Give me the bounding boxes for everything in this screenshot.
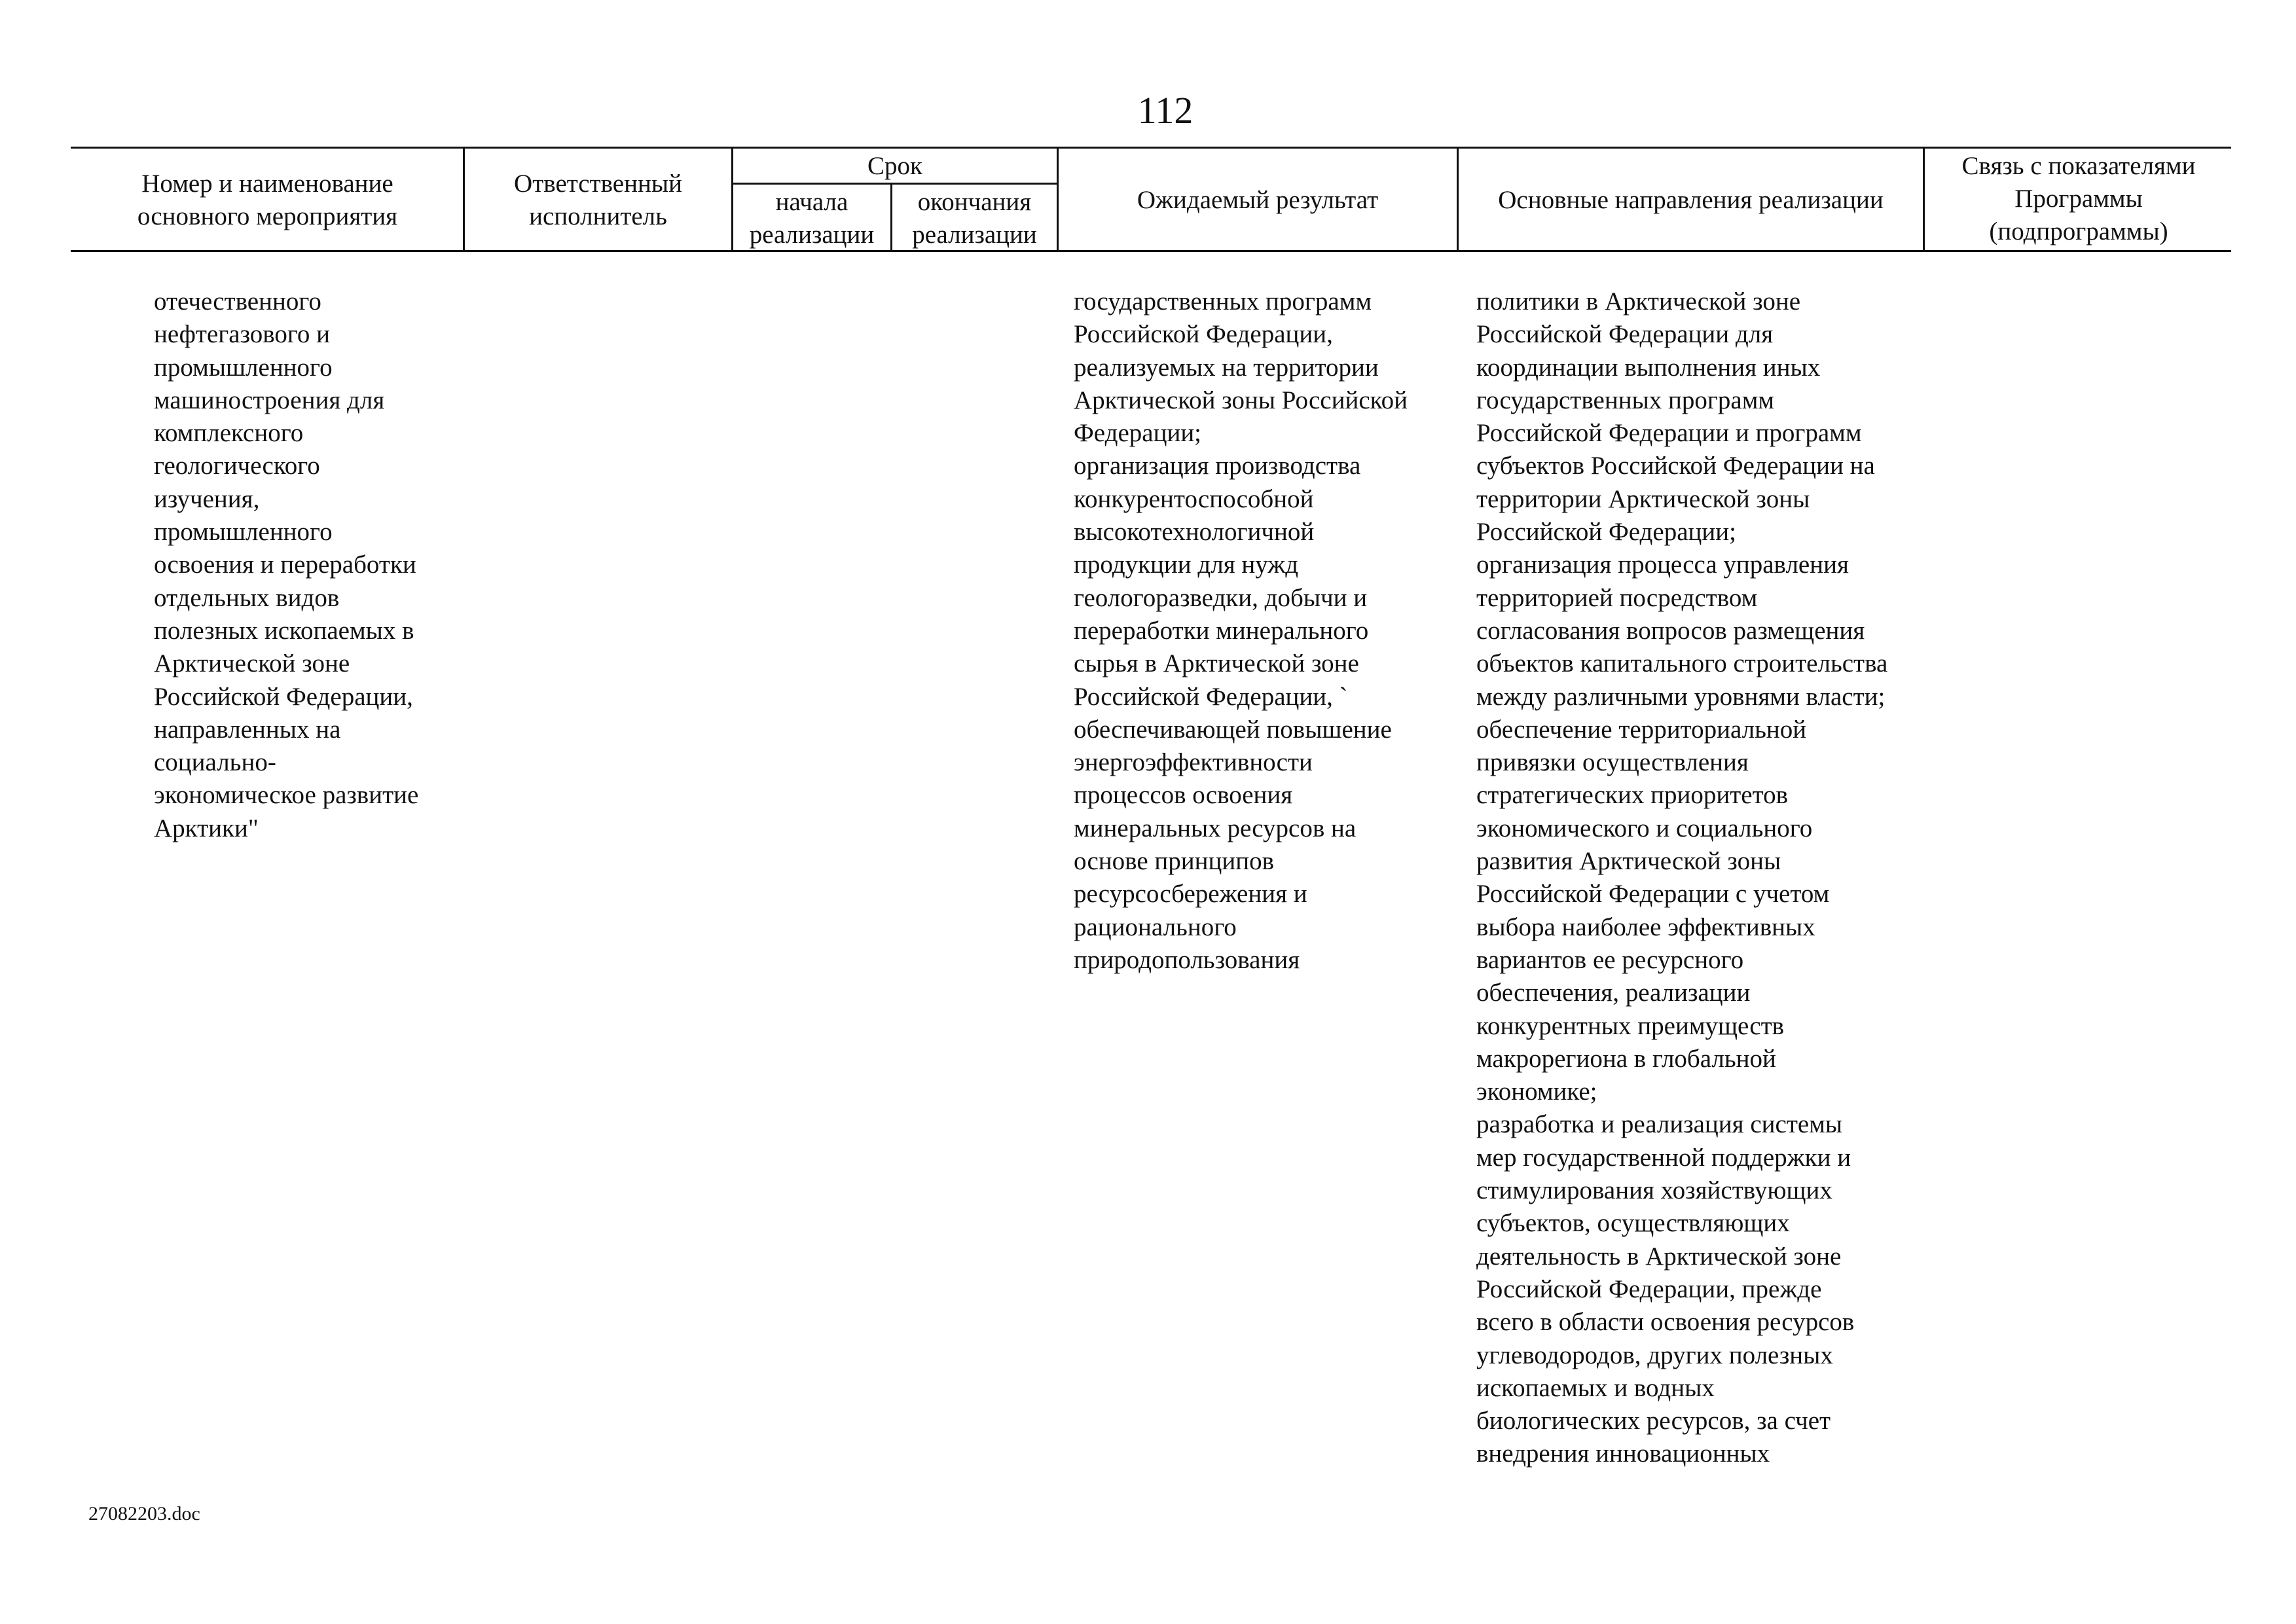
body-col-main-directions: политики в Арктической зоне Российской Федерации для координации выполнения иных государственных программ Российской Федерации и программ субъектов Российской Федерации на территории Арктической зоны Российской Федерации; организация процесса управления территорией посредством согласования вопросов размещения объектов капитального строительства между различными уровнями власти; обеспечение территориальной привязки осуществления стратегических приоритетов экономического и социального развития Арктической зоны Российской Федерации с учетом выбора наиболее эффективных вариантов ее ресурсного обеспечения, реализации конкурентных преимуществ макрорегиона в глобальной экономике; разработка и реализация системы мер государственной поддержки и стимулирования хозяйствующих субъектов, осуществляющих деятельность в Арктической зоне Российской Федерации, прежде всего в области освоения ресурсов углеводородов, других полезных ископаемых и водных биологических ресурсов, за счет внедрения инновационных (1476, 287, 1888, 1468)
footer-doc-code: 27082203.doc (88, 1503, 200, 1525)
header-expected-result: Ожидаемый результат (1137, 186, 1379, 214)
body-col-main-activity: отечественного нефтегазового и промышленного машиностроения для комплексного геологического изучения, промышленного освоения и переработки отдельных видов полезных ископаемых в Арктической зоне Российской Федерации, направленных на социально- экономическое развитие Арктики" (154, 287, 419, 842)
srok-divider (731, 183, 1059, 185)
header-indicators-link: Связь с показателями Программы (подпрограммы) (1961, 152, 2196, 245)
body-col-expected-result: государственных программ Российской Федерации, реализуемых на территории Арктической зоны Российской Федерации; организация производства конкурентоспособной высокотехнологичной продукции для нужд геологоразведки, добычи и переработки минерального сырья в Арктической зоне Российской Федерации, ` обеспечивающей повышение энергоэффективности процессов освоения минеральных ресурсов на основе принципов ресурсосбережения и рационального природопользования (1074, 287, 1408, 974)
table-top-border (71, 147, 2231, 149)
header-srok: Срок (867, 152, 922, 180)
header-responsible: Ответственный исполнитель (514, 170, 682, 230)
header-srok-end: окончания реализации (912, 188, 1037, 249)
page-number: 112 (1137, 89, 1194, 132)
header-main-directions: Основные направления реализации (1498, 186, 1884, 214)
header-srok-start: начала реализации (749, 188, 875, 249)
header-main-activity: Номер и наименование основного мероприятия (137, 170, 398, 230)
table-header-bottom-border (71, 250, 2231, 252)
